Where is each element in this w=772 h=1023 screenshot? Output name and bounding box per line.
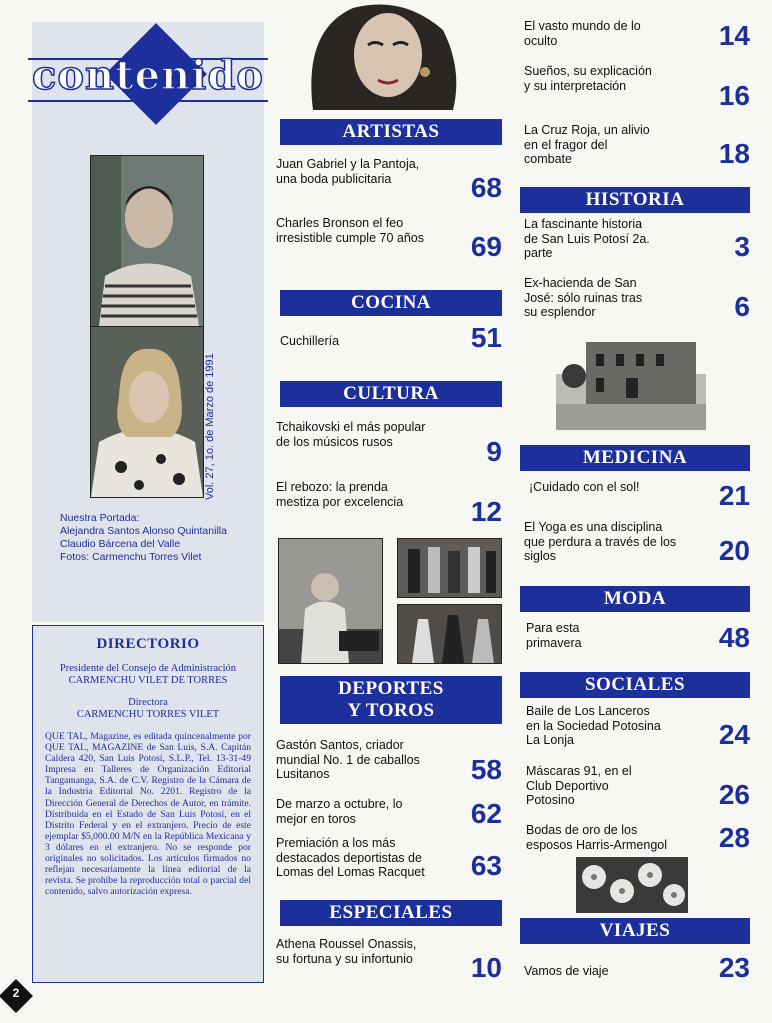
page-number: 2 <box>12 986 20 1000</box>
article-title: Máscaras 91, en el Club Deportivo Potosino <box>526 764 632 807</box>
article-page: 9 <box>486 436 502 467</box>
directorio-text: QUE TAL, Magazine, es editada quincenalmente por QUE TAL, MAGAZINE de San Luis, S.A. Capitán Caldera 420, San Luis Potosí, S.L.P., Tel. 13-31-49 Impresa en Talleres de Organización Editorial Tangamanga, S.A. de C.V. Registro de la Cámara de la Industria Editorial No. 2201. Registro de la Dirección General de Derechos de Autor, en trámite. Distribuida en el Estado de San Luis Potosí, en el Distrito Federal y en el extranjero. Precio de este ejemplar $5,000.00 M/N en la República Mexicana y 3 dólares en el extranjero. No se responde por originales no solicitados. Los artículos firmados no reflejan necesariamente la línea editorial de la revista. Se prohibe la reproducción total o parcial del contenido, salvo autorización expresa. <box>45 731 251 898</box>
article-page: 3 <box>734 231 750 262</box>
section-header-artistas: ARTISTAS <box>280 119 502 145</box>
hacienda-photo <box>556 334 706 430</box>
article-title: Ex-hacienda de San José: sólo ruinas tras su esplendor <box>524 276 643 319</box>
section-header-historia: HISTORIA <box>520 187 750 213</box>
article-title: La fascinante historia de San Luis Potosí 2a. parte <box>524 217 650 260</box>
article-title: Gastón Santos, criador mundial No. 1 de caballos Lusitanos <box>276 738 420 781</box>
section-header-moda: MODA <box>520 586 750 612</box>
article-page: 18 <box>718 138 750 169</box>
article-title: Premiación a los más destacados deportistas de Lomas del Lomas Racquet <box>276 836 425 879</box>
rebozo-photo-2 <box>397 604 502 664</box>
article-page: 69 <box>470 231 502 262</box>
section-header-especiales: ESPECIALES <box>280 900 502 926</box>
article-page: 58 <box>470 754 502 785</box>
presidente-role: Presidente del Consejo de Administración <box>59 663 237 674</box>
article-title: Charles Bronson el feo irresistible cumple 70 años <box>276 216 424 245</box>
article-page: 23 <box>718 952 750 983</box>
article-title: Sueños, su explicación y su interpretación <box>524 64 652 93</box>
article-page: 51 <box>470 322 502 353</box>
tchaikovski-photo <box>278 538 383 664</box>
article-page: 26 <box>718 779 750 810</box>
article-title: El Yoga es una disciplina que perdura a través de los siglos <box>524 520 677 563</box>
rebozo-photo-1 <box>397 538 502 598</box>
logo-title: contenido <box>32 52 264 99</box>
artist-portrait <box>293 0 465 110</box>
flowers-photo <box>576 857 688 913</box>
article-title: La Cruz Roja, un alivio en el fragor del combate <box>524 123 650 166</box>
article-page: 28 <box>718 822 750 853</box>
article-title: El vasto mundo de lo oculto <box>524 19 641 48</box>
article-page: 24 <box>718 719 750 750</box>
section-header-sociales: SOCIALES <box>520 672 750 698</box>
article-title: Tchaikovski el más popular de los músicos rusos <box>276 420 426 449</box>
section-header-cocina: COCINA <box>280 290 502 316</box>
article-page: 48 <box>718 622 750 653</box>
article-title: Para esta primavera <box>526 621 582 650</box>
article-page: 63 <box>470 850 502 881</box>
article-title: ¡Cuidado con el sol! <box>529 480 640 494</box>
cover-photo-man <box>90 155 204 327</box>
directora-name: CARMENCHU TORRES VILET <box>76 709 220 720</box>
article-page: 68 <box>470 172 502 203</box>
cover-caption: Nuestra Portada: Alejandra Santos Alonso Quintanilla Claudio Bárcena del Valle Fotos: Carmenchu Torres Vilet <box>60 512 227 563</box>
cover-photo-woman <box>90 326 204 498</box>
directorio-box <box>32 625 264 983</box>
presidente-name: CARMENCHU VILET DE TORRES <box>68 675 228 686</box>
section-header-viajes: VIAJES <box>520 918 750 944</box>
article-page: 16 <box>718 80 750 111</box>
article-page: 14 <box>718 20 750 51</box>
volume-info: Vol. 27, 1o. de Marzo de 1991 <box>204 353 216 500</box>
article-title: Vamos de viaje <box>524 964 609 978</box>
article-page: 20 <box>718 535 750 566</box>
directorio-title: DIRECTORIO <box>96 636 200 652</box>
article-page: 21 <box>718 480 750 511</box>
article-page: 10 <box>470 952 502 983</box>
article-title: Cuchillería <box>280 334 340 348</box>
article-page: 6 <box>734 291 750 322</box>
article-title: Athena Roussel Onassis, su fortuna y su infortunio <box>276 937 417 966</box>
article-page: 12 <box>470 496 502 527</box>
article-title: Baile de Los Lanceros en la Sociedad Potosina La Lonja <box>526 704 661 747</box>
article-title: Juan Gabriel y la Pantoja, una boda publicitaria <box>276 157 420 186</box>
article-title: De marzo a octubre, lo mejor en toros <box>276 797 403 826</box>
article-page: 62 <box>470 798 502 829</box>
section-header-medicina: MEDICINA <box>520 445 750 471</box>
article-title: El rebozo: la prenda mestiza por excelencia <box>276 480 404 509</box>
directora-role: Directora <box>128 697 168 708</box>
section-header-deportes: DEPORTES Y TOROS <box>280 676 502 724</box>
section-header-cultura: CULTURA <box>280 381 502 407</box>
article-title: Bodas de oro de los esposos Harris-Armengol <box>526 823 668 852</box>
